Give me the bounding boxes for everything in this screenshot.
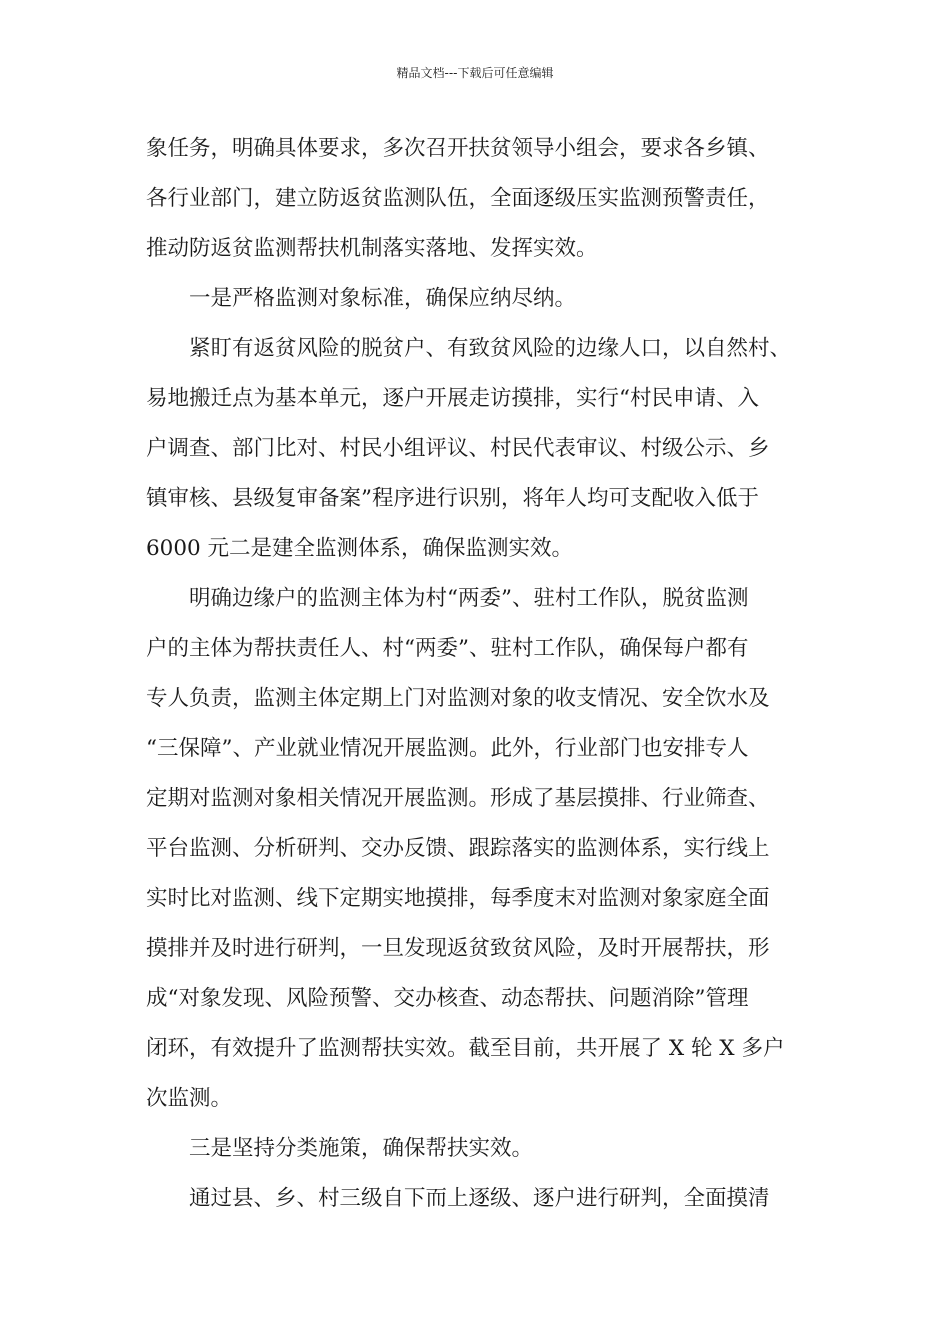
text-line: 6000 元二是建全监测体系，确保监测实效。 bbox=[146, 536, 574, 561]
text-line: 摸排并及时进行研判，一旦发现返贫致贫风险，及时开展帮扶，形 bbox=[146, 936, 770, 961]
section-heading: 一是严格监测对象标准，确保应纳尽纳。 bbox=[189, 286, 577, 311]
text-line: 镇审核、县级复审备案”程序进行识别，将年人均可支配收入低于 bbox=[146, 486, 759, 511]
text-line: 明确边缘户的监测主体为村“两委”、驻村工作队，脱贫监测 bbox=[189, 586, 749, 611]
text-line: 次监测。 bbox=[146, 1086, 233, 1111]
text-line: “三保障”、产业就业情况开展监测。此外，行业部门也安排专人 bbox=[146, 736, 749, 761]
text-line: 户调查、部门比对、村民小组评议、村民代表审议、村级公示、乡 bbox=[146, 436, 770, 461]
text-line: 专人负责，监测主体定期上门对监测对象的收支情况、安全饮水及 bbox=[146, 686, 770, 711]
text-line: 闭环，有效提升了监测帮扶实效。截至目前，共开展了 X 轮 X 多户 bbox=[146, 1036, 785, 1061]
text-line: 实时比对监测、线下定期实地摸排，每季度末对监测对象家庭全面 bbox=[146, 886, 770, 911]
text-line: 各行业部门，建立防返贫监测队伍，全面逐级压实监测预警责任， bbox=[146, 186, 770, 211]
text-line: 定期对监测对象相关情况开展监测。形成了基层摸排、行业筛查、 bbox=[146, 786, 770, 811]
body-text bbox=[146, 124, 818, 1224]
page-header: 精品文档---下载后可任意编辑 bbox=[396, 66, 554, 80]
text-line: 易地搬迁点为基本单元，逐户开展走访摸排，实行“村民申请、入 bbox=[146, 386, 759, 411]
text-line: 象任务，明确具体要求，多次召开扶贫领导小组会，要求各乡镇、 bbox=[146, 136, 770, 161]
text-line: 紧盯有返贫风险的脱贫户、有致贫风险的边缘人口，以自然村、 bbox=[189, 336, 792, 361]
section-heading: 三是坚持分类施策，确保帮扶实效。 bbox=[189, 1136, 534, 1161]
text-line: 平台监测、分析研判、交办反馈、跟踪落实的监测体系，实行线上 bbox=[146, 836, 770, 861]
text-line: 户的主体为帮扶责任人、村“两委”、驻村工作队，确保每户都有 bbox=[146, 636, 749, 661]
text-line: 推动防返贫监测帮扶机制落实落地、发挥实效。 bbox=[146, 236, 598, 261]
text-line: 通过县、乡、村三级自下而上逐级、逐户进行研判，全面摸清 bbox=[189, 1186, 770, 1211]
text-line: 成“对象发现、风险预警、交办核查、动态帮扶、问题消除”管理 bbox=[146, 986, 749, 1011]
